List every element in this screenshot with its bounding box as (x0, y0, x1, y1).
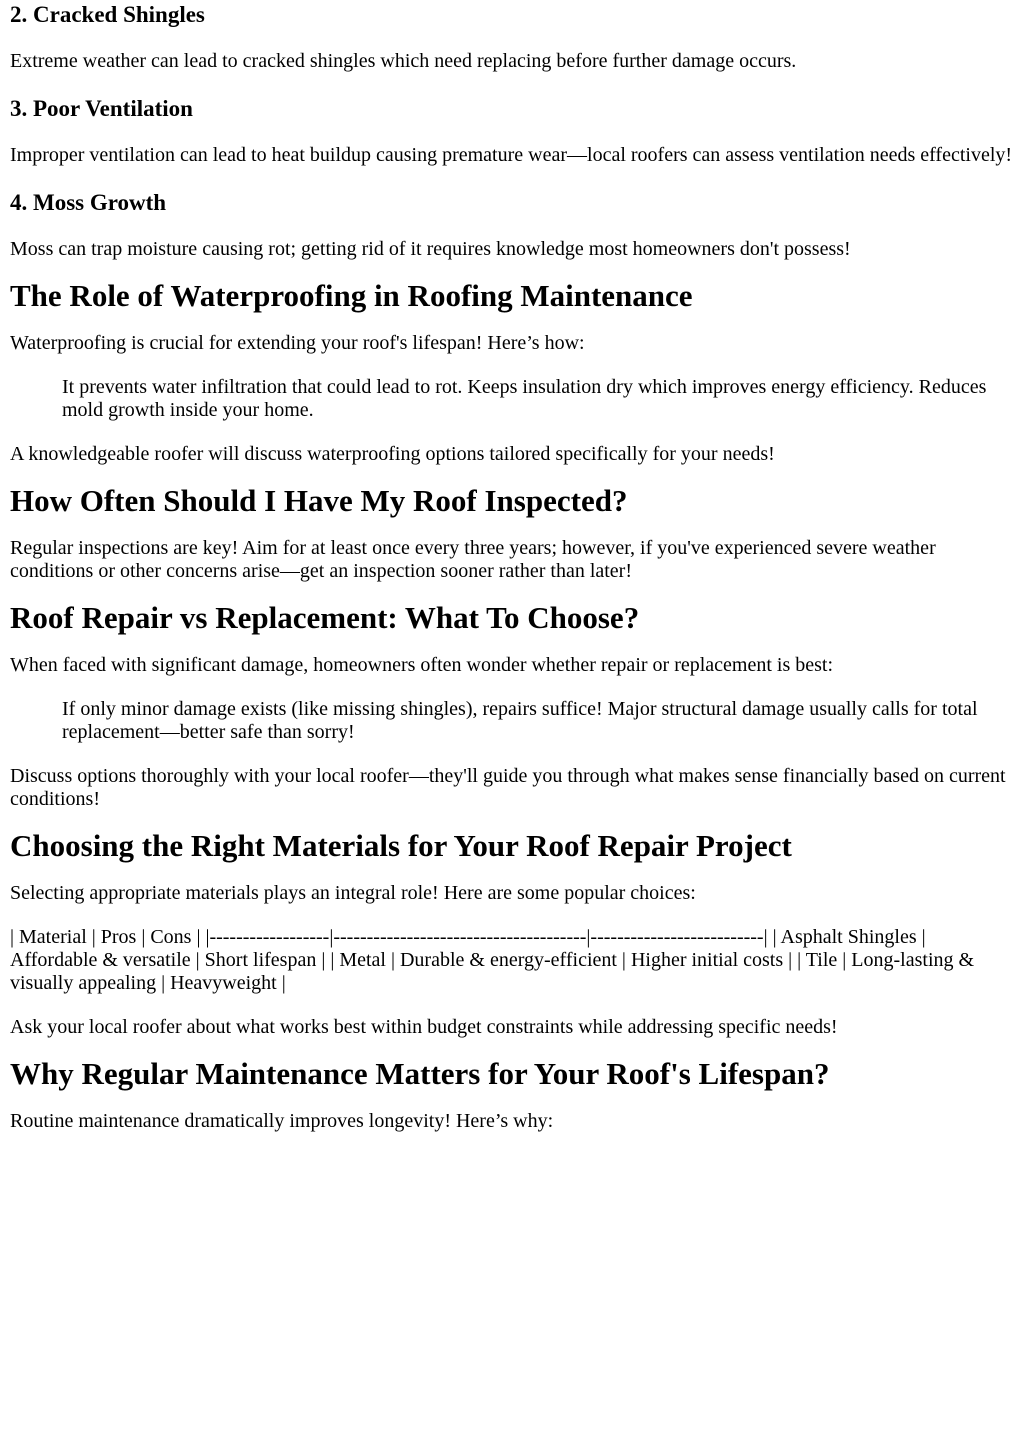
paragraph-inspection: Regular inspections are key! Aim for at least once every three years; however, if you've experienced severe weather conditions or other concerns arise—get an inspection sooner rather than later! (10, 537, 936, 582)
heading-cracked-shingles: 2. Cracked Shingles (10, 2, 205, 27)
paragraph-repair-outro: Discuss options thoroughly with your local roofer—they'll guide you through what makes sense financially based on current conditions! (10, 765, 1006, 810)
paragraph-cracked-shingles: Extreme weather can lead to cracked shingles which need replacing before further damage occurs. (10, 50, 797, 72)
heading-waterproofing: The Role of Waterproofing in Roofing Maintenance (10, 278, 693, 313)
paragraph-waterproofing-outro: A knowledgeable roofer will discuss waterproofing options tailored specifically for your needs! (10, 443, 775, 465)
paragraph-materials-table: | Material | Pros | Cons | |------------------|--------------------------------------|--------------------------| | Asphalt Shingles | Affordable & versatile | Short lifespan | | Metal | Durable & energy-efficient | Higher initial costs | | Tile | Long-lasting & visually appealing | Heavyweight | (10, 926, 975, 994)
paragraph-maintenance-intro: Routine maintenance dramatically improves longevity! Here’s why: (10, 1110, 554, 1132)
heading-maintenance: Why Regular Maintenance Matters for Your Roof's Lifespan? (10, 1056, 830, 1091)
paragraph-waterproofing-intro: Waterproofing is crucial for extending your roof's lifespan! Here’s how: (10, 332, 585, 354)
blockquote-repair: If only minor damage exists (like missing shingles), repairs suffice! Major structural damage usually calls for total replacement—better safe than sorry! (62, 698, 978, 743)
article-page (0, 1, 1024, 1447)
heading-poor-ventilation: 3. Poor Ventilation (10, 96, 193, 121)
heading-moss-growth: 4. Moss Growth (10, 190, 167, 215)
blockquote-waterproofing: It prevents water infiltration that could lead to rot. Keeps insulation dry which improves energy efficiency. Reduces mold growth inside your home. (62, 376, 987, 421)
heading-repair-vs-replacement: Roof Repair vs Replacement: What To Choose? (10, 600, 640, 635)
paragraph-moss-growth: Moss can trap moisture causing rot; getting rid of it requires knowledge most homeowners don't possess! (10, 238, 851, 260)
paragraph-materials-intro: Selecting appropriate materials plays an integral role! Here are some popular choices: (10, 882, 696, 904)
paragraph-poor-ventilation: Improper ventilation can lead to heat buildup causing premature wear—local roofers can assess ventilation needs effectively! (10, 144, 1013, 166)
heading-inspection: How Often Should I Have My Roof Inspected? (10, 483, 628, 518)
paragraph-repair-intro: When faced with significant damage, homeowners often wonder whether repair or replacement is best: (10, 654, 834, 676)
heading-materials: Choosing the Right Materials for Your Roof Repair Project (10, 828, 792, 863)
paragraph-materials-outro: Ask your local roofer about what works best within budget constraints while addressing specific needs! (10, 1016, 838, 1038)
